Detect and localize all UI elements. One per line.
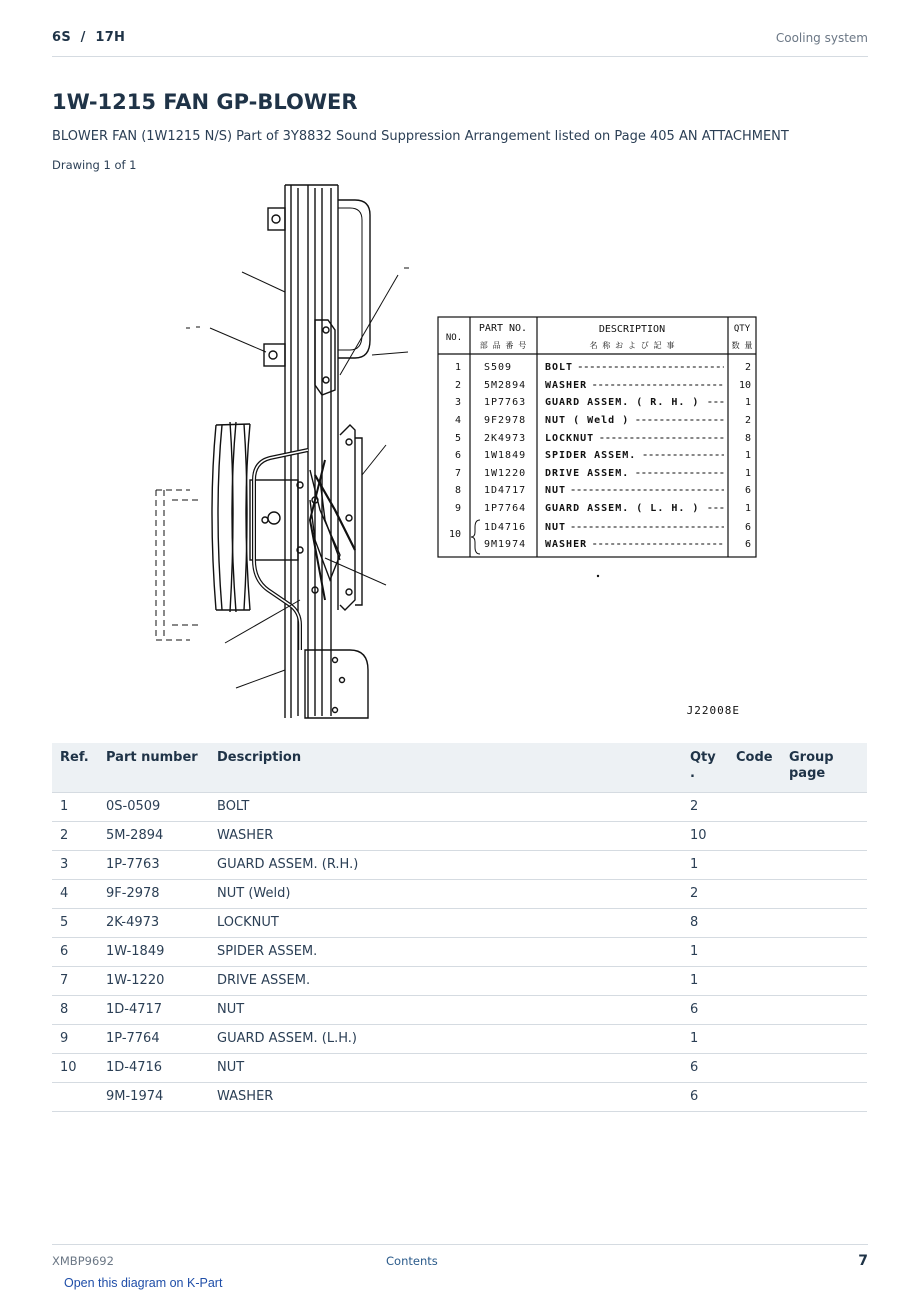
table-row (52, 996, 867, 1025)
legend-row-part: 1D4716 (484, 522, 527, 533)
cell-description: GUARD ASSEM. (L.H.) (209, 1025, 682, 1054)
cell-ref: 4 (52, 880, 98, 909)
cell-ref: 8 (52, 996, 98, 1025)
cell-ref: 10 (52, 1054, 98, 1083)
legend-row-qty: 1 (744, 450, 751, 461)
legend-row-desc: NUT (545, 485, 567, 496)
cell-part-number: 1W-1220 (98, 967, 209, 996)
stray-dot (597, 575, 599, 577)
cell-description: DRIVE ASSEM. (209, 967, 682, 996)
legend-row-qty: 1 (744, 503, 751, 514)
cell-code (728, 996, 781, 1025)
legend-header-no: NO. (445, 333, 463, 343)
cell-ref (52, 1083, 98, 1112)
col-ref: Ref. (52, 743, 98, 793)
cell-ref: 9 (52, 1025, 98, 1054)
legend-row-qty: 1 (744, 397, 751, 408)
cell-code (728, 880, 781, 909)
open-diagram-link[interactable]: Open this diagram on K-Part (64, 1276, 223, 1290)
legend-row-desc: WASHER (545, 539, 588, 550)
cell-part-number: 1P-7764 (98, 1025, 209, 1054)
table-row (52, 938, 867, 967)
table-row (52, 1025, 867, 1054)
cell-part-number: 0S-0509 (98, 793, 209, 822)
page-subtitle: BLOWER FAN (1W1215 N/S) Part of 3Y8832 Sound Suppression Arrangement listed on Page 405 AN ATTACHMENT (52, 129, 789, 144)
col-qty: Qty . (682, 743, 728, 793)
cell-group-page (781, 996, 867, 1025)
cell-qty: 8 (682, 909, 728, 938)
section-name: Cooling system (775, 31, 868, 45)
cell-code (728, 1054, 781, 1083)
cell-group-page (781, 1054, 867, 1083)
cell-qty: 2 (682, 880, 728, 909)
legend-row-qty: 1 (744, 468, 751, 479)
legend-row-qty: 6 (744, 522, 751, 533)
legend-row-no: 4 (454, 415, 461, 426)
cell-description: LOCKNUT (209, 909, 682, 938)
legend-row-desc: DRIVE ASSEM. (545, 468, 630, 479)
legend-row-part: 2K4973 (484, 433, 527, 444)
cell-code (728, 1025, 781, 1054)
legend-row-desc: BOLT (545, 362, 574, 373)
table-row (52, 1054, 867, 1083)
page-header (52, 28, 868, 57)
cell-part-number: 1W-1849 (98, 938, 209, 967)
legend-row-no: 1 (454, 362, 461, 373)
cell-description: WASHER (209, 1083, 682, 1112)
table-row (52, 967, 867, 996)
cell-part-number: 1P-7763 (98, 851, 209, 880)
cell-description: NUT (209, 1054, 682, 1083)
table-row (52, 909, 867, 938)
col-group-page: Group page (781, 743, 867, 793)
cell-qty: 1 (682, 967, 728, 996)
table-row (52, 880, 867, 909)
parts-table (52, 743, 867, 1112)
page-title: 1W-1215 FAN GP-BLOWER (52, 90, 358, 114)
legend-row-part: 1P7763 (484, 397, 527, 408)
col-code: Code (728, 743, 781, 793)
table-row (52, 822, 867, 851)
table-row (52, 851, 867, 880)
cell-part-number: 9M-1974 (98, 1083, 209, 1112)
legend-header-part-no: PART NO. (478, 323, 528, 334)
table-header-row (52, 743, 867, 793)
legend-row-desc: GUARD ASSEM. ( R. H. ) (545, 397, 700, 408)
cell-ref: 6 (52, 938, 98, 967)
cell-code (728, 1083, 781, 1112)
legend-row-part: 1W1220 (484, 468, 527, 479)
cell-ref: 2 (52, 822, 98, 851)
cell-group-page (781, 851, 867, 880)
legend-row-qty: 10 (738, 380, 751, 391)
drawing-count: Drawing 1 of 1 (52, 158, 137, 172)
legend-brace (471, 520, 480, 554)
cell-qty: 1 (682, 1025, 728, 1054)
table-row (52, 793, 867, 822)
cell-qty: 6 (682, 996, 728, 1025)
legend-header-description: DESCRIPTION (598, 324, 666, 335)
cell-group-page (781, 938, 867, 967)
cell-code (728, 909, 781, 938)
breadcrumb: 6S / 17H (52, 30, 126, 45)
cell-qty: 2 (682, 793, 728, 822)
cell-group-page (781, 793, 867, 822)
legend-row-desc: WASHER (545, 380, 588, 391)
cell-qty: 1 (682, 851, 728, 880)
legend-row-desc: GUARD ASSEM. ( L. H. ) (545, 503, 700, 514)
cell-code (728, 938, 781, 967)
legend-row-part: S509 (484, 362, 513, 373)
fan-assembly-drawing (156, 185, 409, 718)
legend-row-no: 6 (454, 450, 461, 461)
legend-row-no: 5 (454, 433, 461, 444)
cell-ref: 5 (52, 909, 98, 938)
cell-group-page (781, 822, 867, 851)
contents-link[interactable]: Contents (386, 1254, 438, 1268)
cell-description: NUT (209, 996, 682, 1025)
legend-row-desc: NUT (545, 522, 567, 533)
legend-row-qty: 2 (744, 362, 751, 373)
legend-header-part-no-jp: 部 品 番 号 (479, 341, 527, 350)
cell-group-page (781, 967, 867, 996)
cell-ref: 7 (52, 967, 98, 996)
legend-row-no: 10 (448, 529, 461, 540)
cell-description: BOLT (209, 793, 682, 822)
legend-row-qty: 2 (744, 415, 751, 426)
cell-group-page (781, 1083, 867, 1112)
cell-description: SPIDER ASSEM. (209, 938, 682, 967)
page-number: 7 (858, 1253, 868, 1269)
cell-qty: 1 (682, 938, 728, 967)
cell-part-number: 9F-2978 (98, 880, 209, 909)
cell-qty: 6 (682, 1054, 728, 1083)
page-footer (52, 1244, 868, 1275)
cell-part-number: 1D-4716 (98, 1054, 209, 1083)
cell-group-page (781, 1025, 867, 1054)
cell-part-number: 5M-2894 (98, 822, 209, 851)
legend-header-qty: QTY (733, 324, 751, 334)
parts-drawing (150, 180, 770, 725)
cell-code (728, 967, 781, 996)
cell-group-page (781, 909, 867, 938)
cell-ref: 3 (52, 851, 98, 880)
cell-qty: 10 (682, 822, 728, 851)
cell-description: NUT (Weld) (209, 880, 682, 909)
cell-code (728, 793, 781, 822)
legend-header-description-jp: 名 称 お よ び 記 事 (589, 341, 675, 350)
legend-row-part: 1D4717 (484, 485, 527, 496)
cell-code (728, 851, 781, 880)
col-part-number: Part number (98, 743, 209, 793)
legend-row-part: 5M2894 (484, 380, 527, 391)
legend-row-desc: NUT ( Weld ) (545, 415, 630, 426)
legend-row-no: 7 (454, 468, 461, 479)
document-id: XMBP9692 (52, 1254, 114, 1268)
cell-group-page (781, 880, 867, 909)
table-row (52, 1083, 867, 1112)
legend-row-no: 8 (454, 485, 461, 496)
legend-row-qty: 6 (744, 539, 751, 550)
legend-header-qty-jp: 数 量 (731, 341, 753, 350)
legend-row-qty: 8 (744, 433, 751, 444)
cell-ref: 1 (52, 793, 98, 822)
legend-row-part: 9F2978 (484, 415, 527, 426)
legend-row-desc: SPIDER ASSEM. (545, 450, 637, 461)
legend-row-part: 1P7764 (484, 503, 527, 514)
cell-part-number: 1D-4717 (98, 996, 209, 1025)
col-description: Description (209, 743, 682, 793)
cell-part-number: 2K-4973 (98, 909, 209, 938)
cell-qty: 6 (682, 1083, 728, 1112)
parts-diagram[interactable] (150, 180, 770, 725)
legend-row-desc: LOCKNUT (545, 433, 595, 444)
cell-description: WASHER (209, 822, 682, 851)
legend-row-no: 9 (454, 503, 461, 514)
legend-row-part: 1W1849 (484, 450, 527, 461)
legend-row-no: 3 (454, 397, 461, 408)
cell-code (728, 822, 781, 851)
legend-row-part: 9M1974 (484, 539, 527, 550)
legend-row-qty: 6 (744, 485, 751, 496)
legend-row-no: 2 (454, 380, 461, 391)
cell-description: GUARD ASSEM. (R.H.) (209, 851, 682, 880)
drawing-code: J22008E (686, 704, 740, 717)
